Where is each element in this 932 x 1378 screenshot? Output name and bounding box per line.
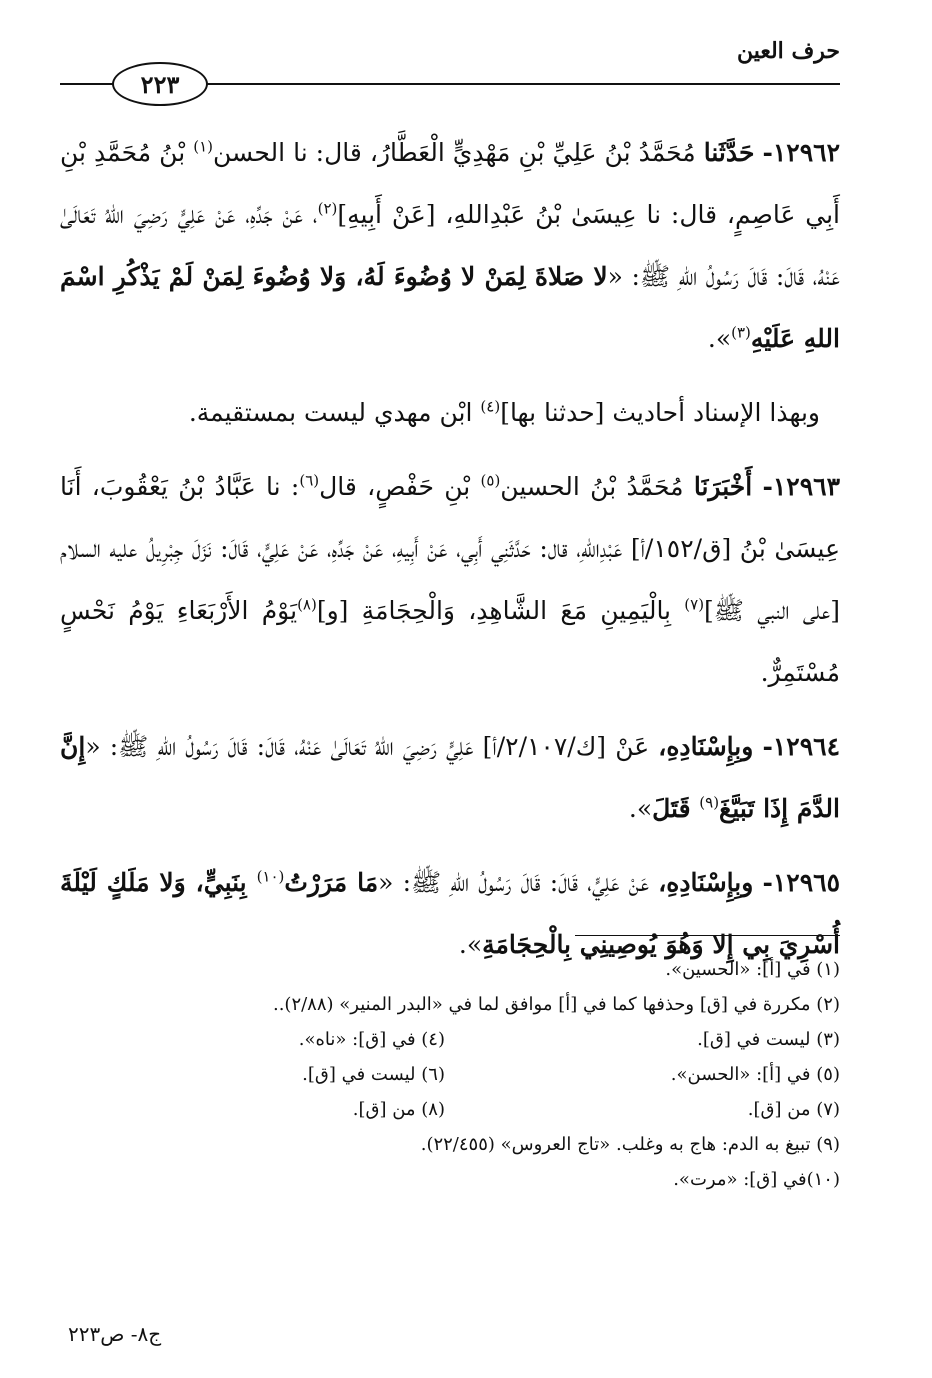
footnote-2: (٢) مكررة في [ق] وحذفها كما في [أ] موافق لما في «البدر المنير» (٢/٨٨)..: [272, 994, 840, 1015]
footnote-6: (٦) ليست في [ق].: [302, 1064, 445, 1085]
hadith-text: ».: [707, 324, 732, 353]
footnote-ref[interactable]: (٢): [317, 199, 338, 218]
footnote-ref[interactable]: (٤): [480, 397, 501, 416]
footnote-row: [60, 1022, 840, 1057]
note-text: ابْن مهدي ليست بمستقيمة.: [188, 398, 481, 427]
footnote-10: (١٠)في [ق]: «مرت».: [673, 1169, 840, 1190]
hadith-text: : نا عَبَّادُ بْنُ يَعْقُوبَ، أَنَا عِيسَىٰ بْنُ [ق/١٥٢/أ] عَبْدِاللهِ، قال: حَدَّثَنِي أَبِي، عَنْ أَبِيهِ، عَنْ جَدِّهِ، عَنْ عَلِيٍّ، قَالَ: نَزَلَ جِبْرِيلُ عليه السلام [على النبي ﷺ]: [60, 472, 840, 625]
hadith-text: يَوْمُ الأَرْبَعَاءِ يَوْمُ نَحْسٍ مُسْتَمِرٌّ.: [60, 596, 840, 687]
footnote-ref[interactable]: (٩): [699, 793, 720, 812]
footnote-row: [60, 1092, 840, 1127]
page-number-badge: [112, 62, 208, 106]
hadith-text: بْنُ مُحَمَّدِ بْنِ أَبِي عَاصِمٍ، قال: نا عِيسَىٰ بْنُ عَبْدِاللهِ، [عَنْ أَبِيهِ]: [60, 138, 840, 229]
hadith-12962: [60, 122, 840, 370]
hadith-text: ».: [458, 930, 483, 959]
hadith-text: بْنِ حَفْصٍ، قال: [319, 472, 481, 501]
hadith-number: ١٢٩٦٣-: [762, 472, 840, 501]
hadith-text: عَنْ [ك/٢/١٠٧/أ] عَلِيٍّ رَضِيَ اللهُ تَعَالَىٰ عَنْهُ، قَالَ: قَالَ رَسُولُ اللهِ ﷺ: «: [85, 732, 659, 761]
hadith-text: ، عَنْ جَدِّهِ، عَنْ عَلِيٍّ رَضِيَ اللهُ تَعَالَىٰ عَنْهُ، قَالَ: قَالَ رَسُولُ اللهِ ﷺ: «: [60, 200, 840, 291]
hadith-matn: إِنَّ الدَّمَ إِذَا تَبَيَّغَ: [60, 732, 840, 823]
hadith-matn: مَا مَرَرْتُ: [284, 868, 379, 897]
hadith-lead: وبِإِسْنَادِهِ،: [658, 868, 754, 897]
hadith-lead: حَدَّثَنا: [703, 138, 755, 167]
footnote-ref[interactable]: (٨): [297, 595, 317, 614]
footnote-8: (٨) من [ق].: [352, 1099, 445, 1120]
hadith-text: بِالْيَمِينِ مَعَ الشَّاهِدِ، وَالْحِجَامَةِ [و]: [316, 596, 685, 625]
footnote-9: (٩) تبيغ به الدم: هاج به وغلب. «تاج العروس» (٢٢/٤٥٥).: [420, 1134, 840, 1155]
hadith-12963: [60, 456, 840, 704]
hadith-text: مُحَمَّدُ بْنُ عَلِيِّ بْنِ مَهْدِيٍّ الْعَطَّارُ، قال: نا الحسن: [213, 138, 696, 167]
isnad-note: [60, 382, 840, 444]
hadith-lead: أَخْبَرَنَا: [693, 472, 753, 501]
hadith-matn: لا صَلاةَ لِمَنْ لا وُضُوءَ لَهُ، وَلا وُضُوءَ لِمَنْ لَمْ يَذْكُرِ اسْمَ اللهِ عَلَيْهِ: [60, 262, 840, 353]
footnote-5: (٥) في [أ]: «الحسن».: [670, 1064, 840, 1085]
footnote-ref[interactable]: (٣): [731, 323, 751, 342]
hadith-matn: بِنَبِيٍّ، وَلا مَلَكٍ لَيْلَةَ أُسْرِيَ بِي إِلا وَهُوَ يُوصِينِي بِالْحِجَامَةِ: [60, 868, 840, 959]
main-text: [60, 122, 840, 988]
chapter-title: حرف العين: [736, 38, 840, 64]
footnote-ref[interactable]: (١): [193, 137, 213, 156]
hadith-text: عَنْ عَلِيٍّ، قَالَ: قَالَ رَسُولُ اللهِ ﷺ: «: [378, 868, 659, 897]
page-number: ٢٢٣: [140, 69, 180, 99]
hadith-number: ١٢٩٦٢-: [762, 138, 841, 167]
hadith-12964: [60, 716, 840, 840]
hadith-lead: وبِإِسْنَادِهِ،: [658, 732, 754, 761]
footnote-7: (٧) من [ق].: [747, 1099, 840, 1120]
footnotes: [60, 952, 840, 1197]
footnote-ref[interactable]: (٦): [299, 471, 320, 490]
footnote-ref[interactable]: (٥): [480, 471, 501, 490]
footnote-3: (٣) ليست في [ق].: [697, 1029, 840, 1050]
hadith-number: ١٢٩٦٤-: [762, 732, 840, 761]
footnote-row: [60, 1057, 840, 1092]
footnote-separator: [575, 935, 840, 936]
hadith-text: مُحَمَّدُ بْنُ الحسين: [500, 472, 684, 501]
footnote-ref[interactable]: (١٠): [256, 867, 285, 886]
footer-page-reference: ج٨- ص٢٢٣: [68, 1322, 162, 1346]
footnote-ref[interactable]: (٧): [684, 595, 705, 614]
footnote-1: (١) في [أ]: «الحسين».: [665, 959, 840, 980]
note-text: وبهذا الإسناد أحاديث [حدثنا بها]: [500, 398, 820, 427]
footnote-4: (٤) في [ق]: «ناه».: [298, 1029, 445, 1050]
hadith-matn: قَتَلَ: [652, 794, 700, 823]
hadith-text: ».: [628, 794, 653, 823]
hadith-number: ١٢٩٦٥-: [762, 868, 840, 897]
